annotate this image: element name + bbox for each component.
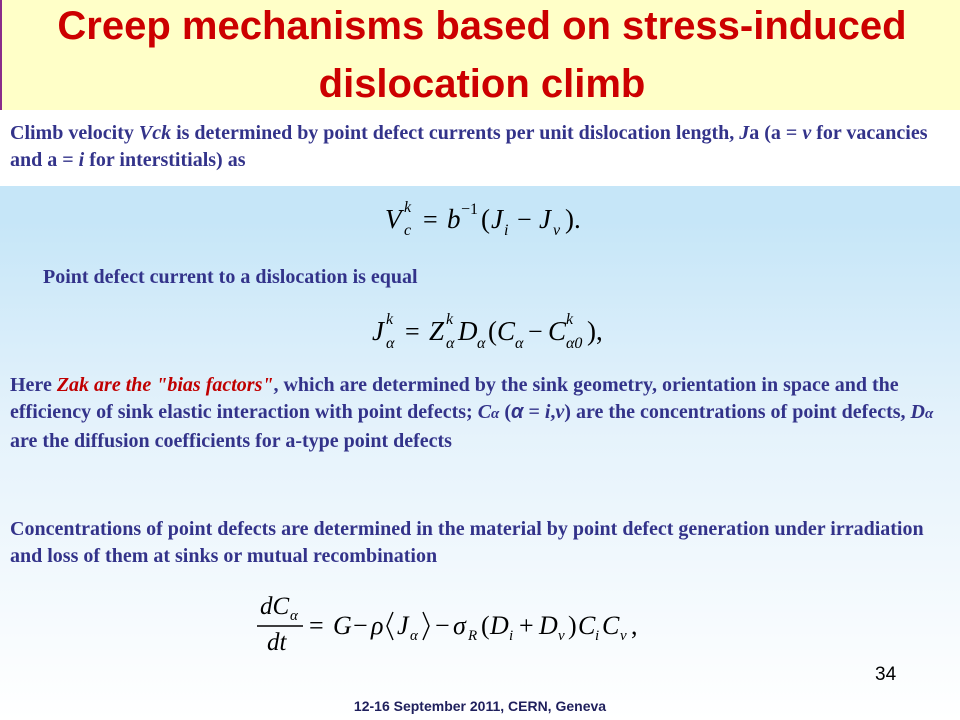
title-box	[0, 0, 960, 110]
slide-title-line-2: dislocation climb	[318, 62, 646, 106]
svg-text:−: −	[353, 611, 368, 640]
svg-text:ν: ν	[620, 628, 627, 644]
svg-text:k: k	[386, 311, 394, 328]
svg-text:D: D	[490, 611, 509, 640]
svg-text:Z: Z	[429, 316, 445, 346]
svg-text:α: α	[410, 628, 418, 644]
svg-text:α: α	[515, 335, 524, 352]
svg-text:+: +	[519, 611, 534, 640]
svg-text:α: α	[386, 335, 395, 352]
slide-title-line-1: Creep mechanisms based on stress-induced	[57, 4, 907, 48]
svg-text:R: R	[468, 628, 478, 644]
rate-equation	[255, 592, 675, 663]
svg-text:α0: α0	[566, 335, 583, 352]
svg-text:C: C	[548, 316, 567, 346]
svg-text:C: C	[497, 316, 516, 346]
svg-text:(: (	[488, 316, 497, 346]
svg-text:D: D	[539, 611, 558, 640]
svg-text:i: i	[509, 628, 514, 644]
svg-text:ν: ν	[553, 222, 561, 238]
concentrations-paragraph: Concentrations of point defects are determined in the material by point defect generation under irradiation and loss of them at sinks or mutual recombination	[10, 518, 924, 567]
svg-text:k: k	[446, 311, 454, 328]
svg-text:=: =	[405, 317, 420, 346]
svg-text:J: J	[372, 316, 384, 346]
svg-text:J: J	[539, 204, 551, 234]
svg-text:D: D	[458, 316, 478, 346]
svg-text:(: (	[481, 204, 490, 234]
svg-text:J: J	[397, 611, 409, 640]
svg-text:dt: dt	[267, 629, 287, 656]
svg-text:C: C	[578, 611, 596, 640]
svg-text:c: c	[404, 222, 412, 238]
svg-text:i: i	[595, 628, 600, 644]
svg-text:,: ,	[631, 611, 638, 640]
svg-text:−1: −1	[461, 201, 479, 218]
svg-text:V: V	[385, 204, 402, 234]
climb-velocity-paragraph: Climb velocity Vck is determined by point defect currents per unit dislocation length, Ja (a = v for vacancies and a = i for interstitials) as	[10, 122, 928, 171]
svg-text:).: ).	[565, 204, 581, 234]
svg-text:J: J	[491, 204, 503, 234]
svg-text:b: b	[447, 204, 461, 234]
svg-text:): )	[568, 611, 577, 640]
svg-text:−: −	[517, 205, 532, 234]
bias-factors-paragraph: Here Zak are the "bias factors", which are determined by the sink geometry, orientation in space and the efficiency of sink elastic interaction with point defects; Cα (α = i,v) are the concentrations of point defects, Dα are the diffusion coefficients for a-type point defects	[10, 374, 934, 452]
point-defect-current-paragraph: Point defect current to a dislocation is equal	[43, 266, 418, 288]
svg-text:=: =	[309, 611, 324, 640]
svg-text:C: C	[602, 611, 620, 640]
svg-text:σ: σ	[453, 611, 466, 640]
svg-text:−: −	[528, 317, 543, 346]
svg-text:i: i	[504, 222, 509, 238]
point-defect-current-equation	[372, 310, 612, 361]
svg-text:α: α	[446, 335, 455, 352]
svg-text:α: α	[477, 335, 486, 352]
svg-text:ν: ν	[558, 628, 565, 644]
svg-text:ρ: ρ	[371, 611, 384, 640]
svg-text:α: α	[290, 608, 298, 624]
footer-text: 12-16 September 2011, CERN, Geneva	[353, 698, 607, 714]
page-number: 34	[875, 664, 897, 685]
svg-text:dC: dC	[260, 593, 290, 620]
svg-text:(: (	[481, 611, 490, 640]
equation-2-graphic	[372, 310, 612, 354]
equation-1-graphic	[385, 198, 595, 238]
svg-text:k: k	[566, 311, 574, 328]
svg-text:=: =	[423, 205, 438, 234]
climb-velocity-equation	[385, 198, 595, 245]
svg-text:),: ),	[587, 316, 603, 346]
svg-text:k: k	[404, 199, 412, 216]
svg-text:−: −	[435, 611, 450, 640]
equation-3-graphic	[255, 592, 675, 656]
svg-text:G: G	[333, 611, 352, 640]
